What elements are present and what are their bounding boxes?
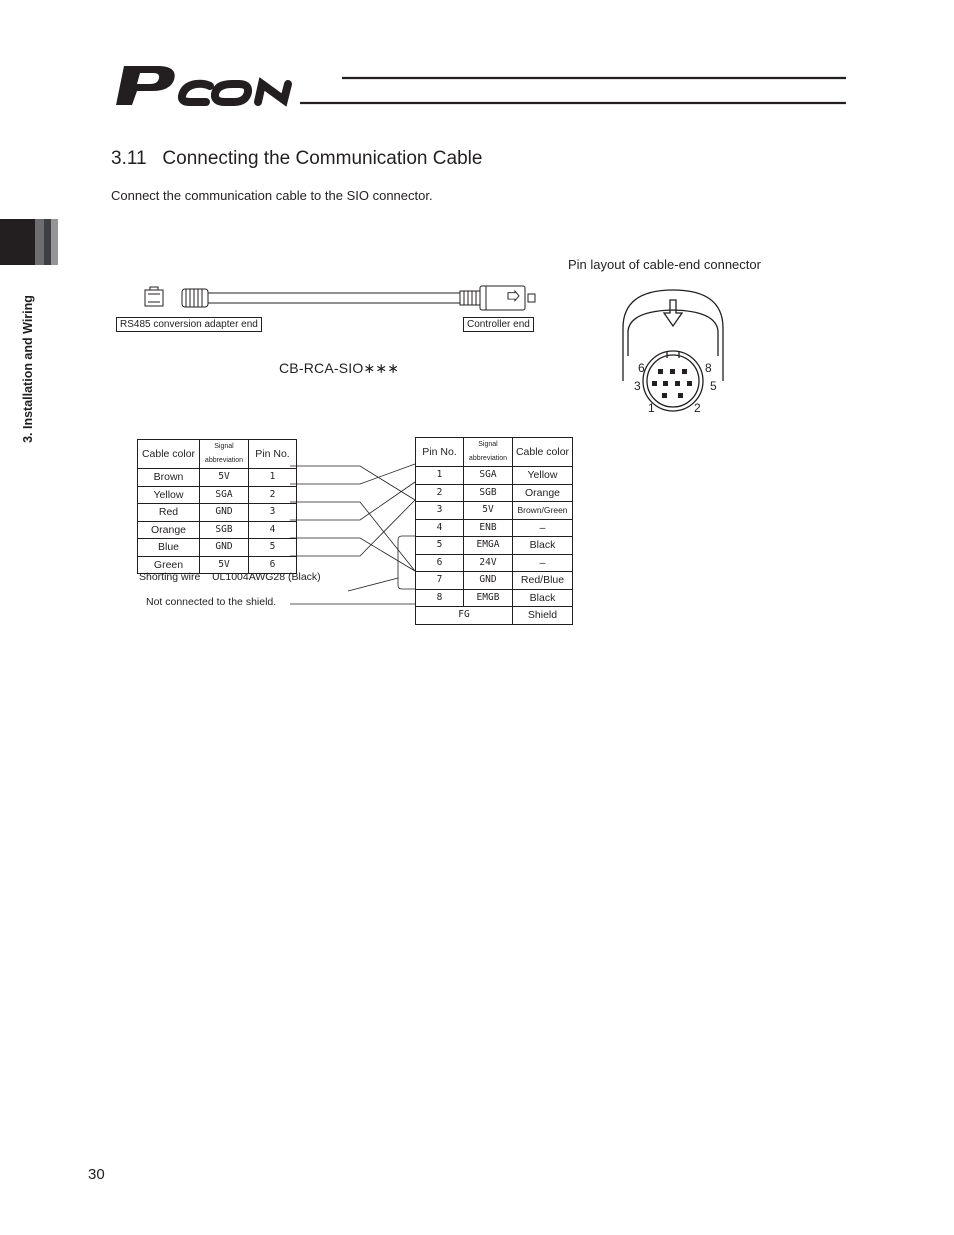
adapter-end-label: RS485 conversion adapter end [116,317,262,332]
cell-pin: 8 [416,589,464,607]
chapter-label-text: 3. Installation and Wiring [21,295,35,443]
shield-note: Not connected to the shield. [146,596,277,608]
cell-signal: 5V [200,556,249,574]
table-row [138,539,297,557]
cell-signal-fg: FG [416,607,513,625]
cell-pin: 2 [416,484,464,502]
cell-signal: EMGA [464,537,513,555]
cell-color: Orange [138,521,200,539]
pin-label-1: 1 [648,401,655,415]
cable-model: CB-RCA-SIO∗∗∗ [279,360,400,376]
cell-color: Red [138,504,200,522]
table-row [138,486,297,504]
cell-color: Yellow [513,467,573,485]
pin-label-2: 2 [694,401,701,415]
cell-color: Black [513,589,573,607]
table-row [416,572,573,590]
cell-signal: SGA [464,467,513,485]
cell-pin: 1 [416,467,464,485]
cell-pin: 6 [249,556,297,574]
chapter-tab [0,219,58,265]
cell-pin: 3 [416,502,464,520]
header-signal: Signal abbreviation [200,440,249,469]
table-row [416,589,573,607]
controller-pin-table [415,437,573,625]
intro-text: Connect the communication cable to the SIO connector. [111,188,433,203]
cell-signal: 5V [464,502,513,520]
section-title: 3.11 Connecting the Communication Cable [111,148,483,169]
table-row [138,504,297,522]
table-row [416,519,573,537]
shorting-wire-note: Shorting wire UL1004AWG28 (Black) [139,571,321,583]
cell-color: – [513,519,573,537]
table-row [416,554,573,572]
cell-color: Yellow [138,486,200,504]
cell-signal: 24V [464,554,513,572]
adapter-pin-table [137,439,297,574]
cell-color: Red/Blue [513,572,573,590]
cell-color: Brown [138,469,200,487]
header-pin-no: Pin No. [249,440,297,469]
header-cable-color: Cable color [138,440,200,469]
header-pin-no: Pin No. [416,438,464,467]
cell-signal: EMGB [464,589,513,607]
cell-pin: 5 [416,537,464,555]
cell-color: Brown/Green [513,502,573,520]
cell-pin: 5 [249,539,297,557]
cell-signal: 5V [200,469,249,487]
table-row [416,467,573,485]
cell-signal: GND [200,504,249,522]
cell-signal: SGB [200,521,249,539]
cell-signal: GND [200,539,249,557]
table-row [416,607,573,625]
cell-signal: SGB [464,484,513,502]
cell-pin: 6 [416,554,464,572]
pin-label-3: 3 [634,379,641,393]
cell-color: Orange [513,484,573,502]
header-cable-color: Cable color [513,438,573,467]
cell-color: Green [138,556,200,574]
cell-color: – [513,554,573,572]
table-row [416,484,573,502]
cell-signal: GND [464,572,513,590]
table-row [138,521,297,539]
cell-pin: 1 [249,469,297,487]
pin-label-8: 8 [705,361,712,375]
cell-color: Blue [138,539,200,557]
connector-pin-layout [618,286,728,416]
cell-pin: 4 [249,521,297,539]
cell-pin: 2 [249,486,297,504]
cell-color: Black [513,537,573,555]
cell-signal: ENB [464,519,513,537]
wiring-lines [290,440,418,616]
pin-label-5: 5 [710,379,717,393]
cell-signal: SGA [200,486,249,504]
page-number: 30 [88,1166,105,1183]
cell-pin: 3 [249,504,297,522]
table-row [416,502,573,520]
cell-color-shield: Shield [513,607,573,625]
table-row [416,537,573,555]
pin-layout-caption: Pin layout of cable-end connector [568,257,761,272]
cell-pin: 7 [416,572,464,590]
pin-label-6: 6 [638,361,645,375]
chapter-label [18,275,38,463]
controller-end-label: Controller end [463,317,534,332]
header-signal: Signal abbreviation [464,438,513,467]
table-row [138,469,297,487]
pcon-logo [112,60,852,112]
cell-pin: 4 [416,519,464,537]
